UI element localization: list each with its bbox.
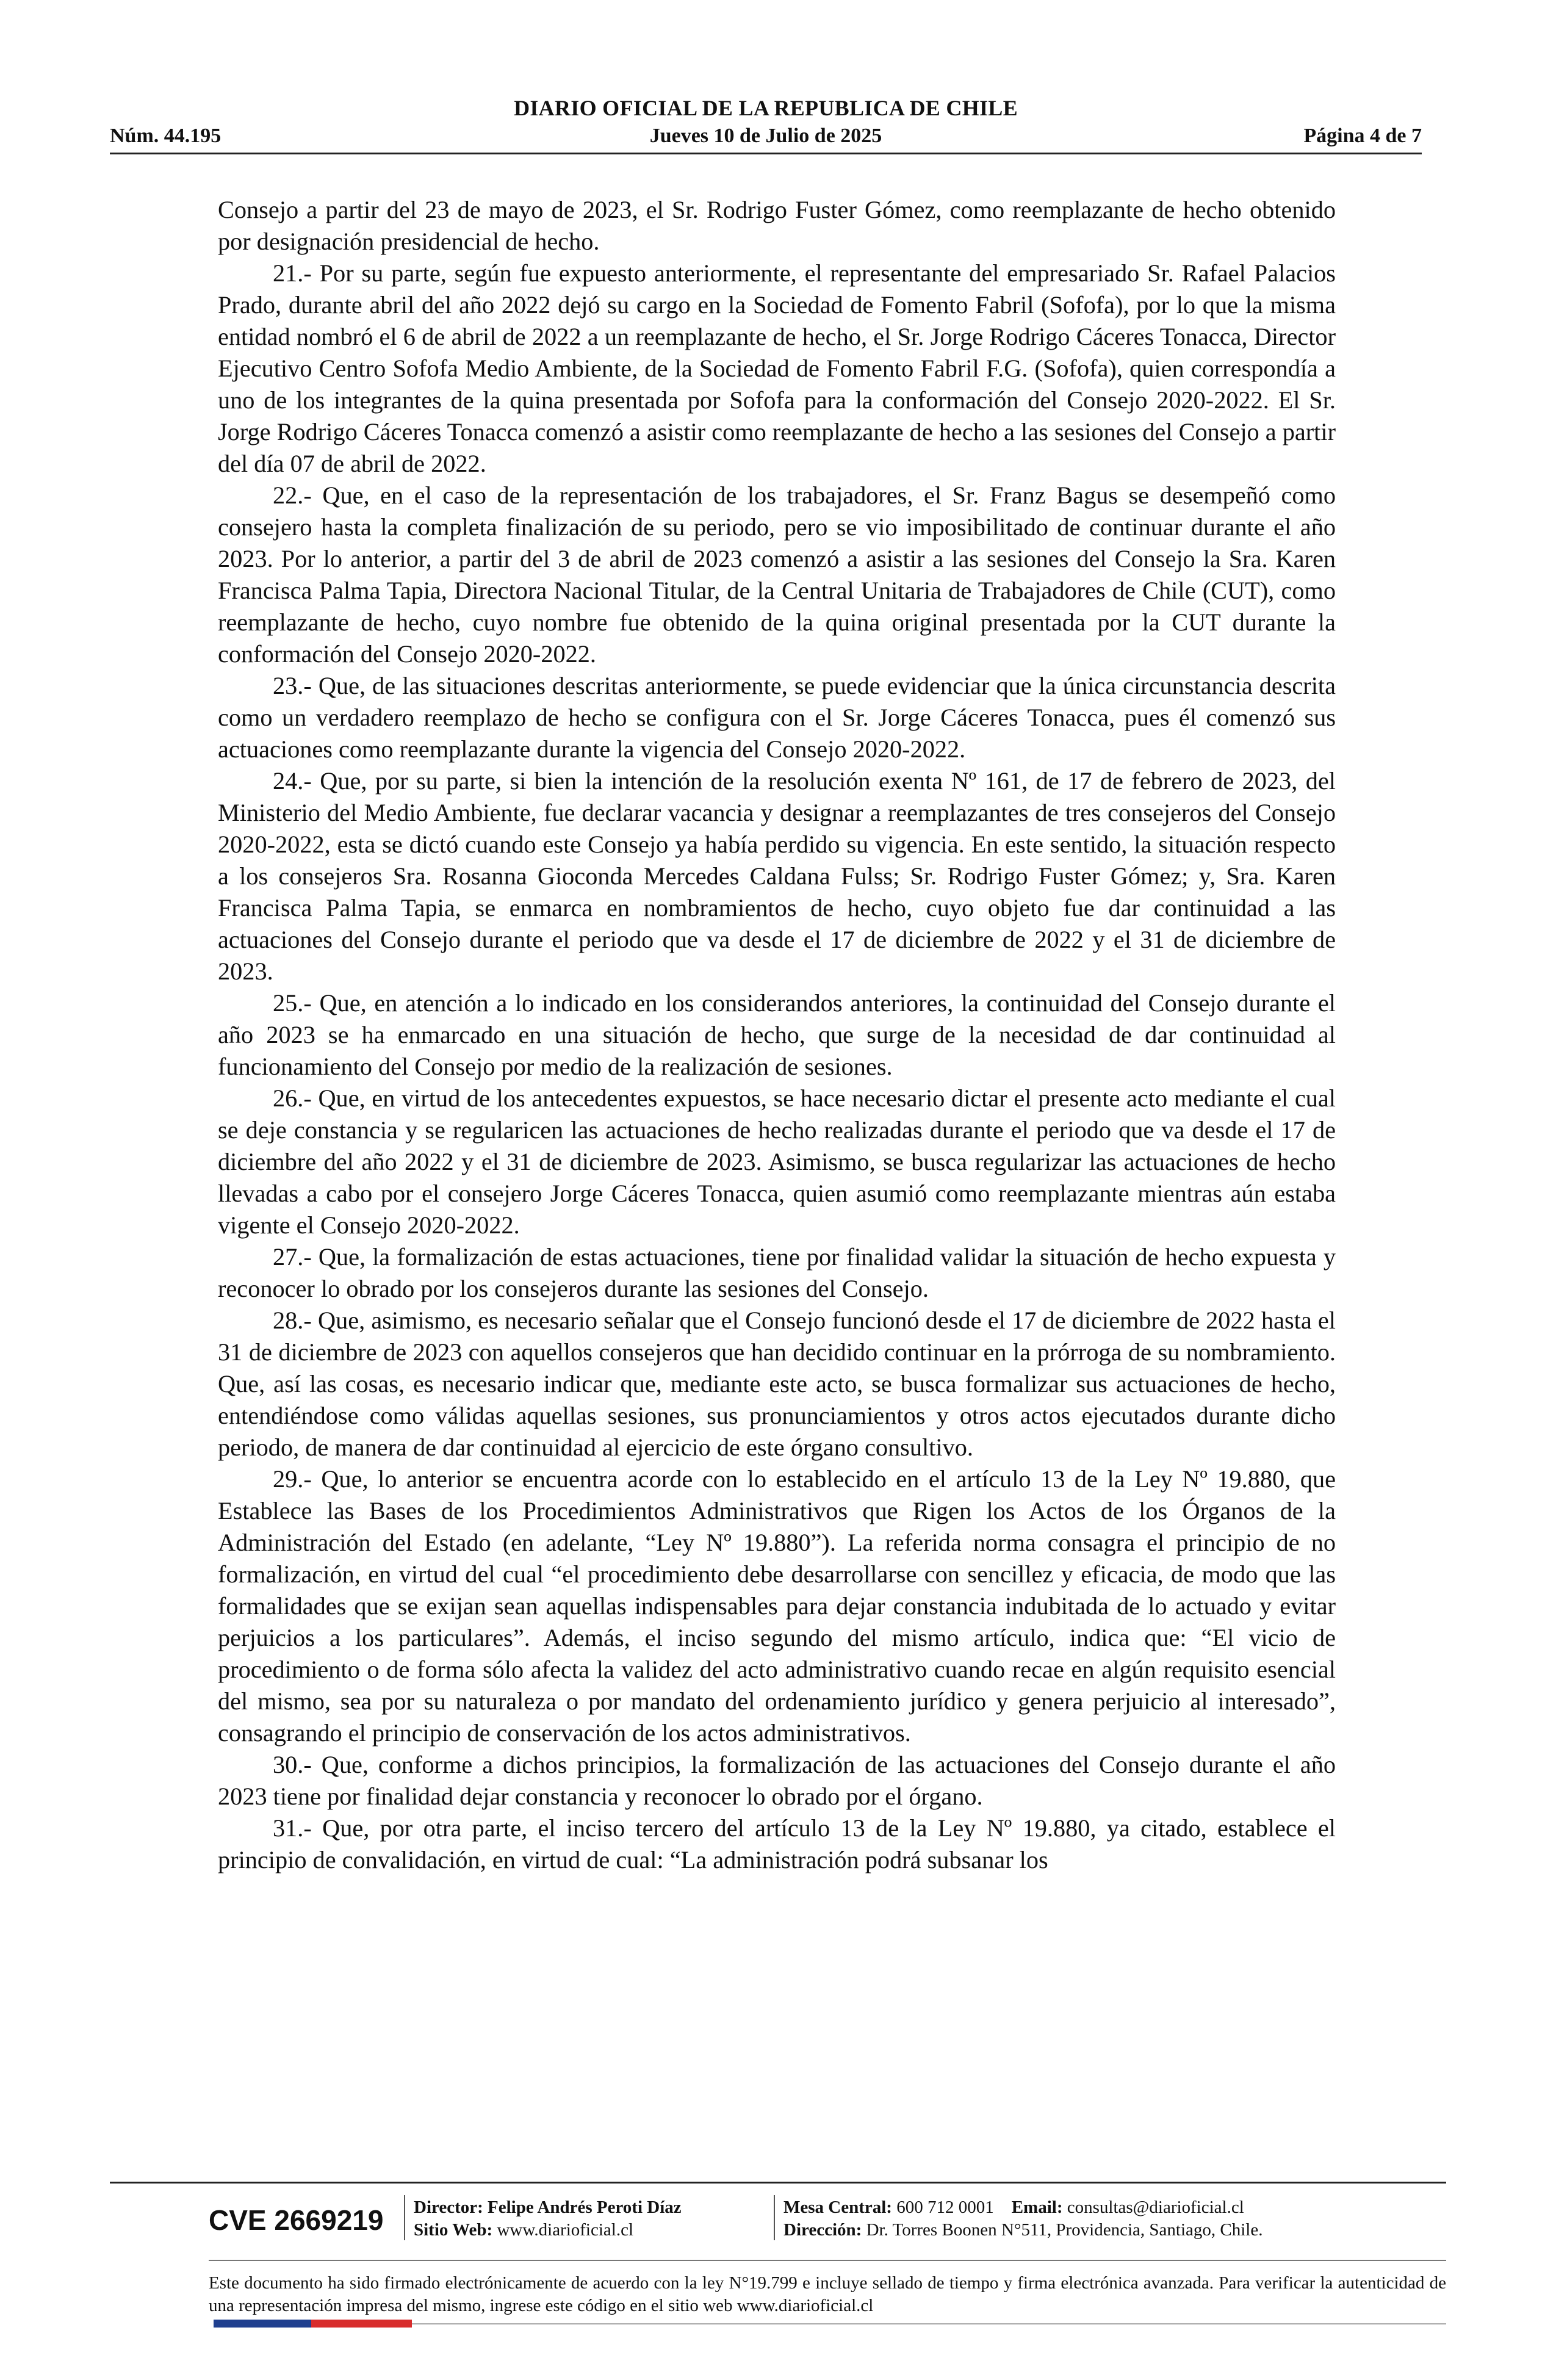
flag-stripe-blue: [214, 2320, 311, 2328]
footer-inner-divider: [209, 2260, 1446, 2261]
email-link[interactable]: consultas@diarioficial.cl: [1067, 2198, 1244, 2217]
paragraph-21: 21.- Por su parte, según fue expuesto anteriormente, el representante del empresariado Sr. Rafael Palacios Prado, durante abril del año 2022 dejó su cargo en la Sociedad de Fomento Fabril (Sofofa), por lo que la misma entidad nombró el 6 de abril de 2022 a un reemplazante de hecho, el Sr. Jorge Rodrigo Cáceres Tonacca, Director Ejecutivo Centro Sofofa Medio Ambiente, de la Sociedad de Fomento Fabril F.G. (Sofofa), quien correspondía a uno de los integrantes de la quina presentada por Sofofa para la conformación del Consejo 2020-2022. El Sr. Jorge Rodrigo Cáceres Tonacca comenzó a asistir como reemplazante de hecho a las sesiones del Consejo a partir del día 07 de abril de 2022.: [218, 259, 1336, 477]
footer-separator: [774, 2195, 775, 2240]
issue-date: Jueves 10 de Julio de 2025: [649, 124, 882, 147]
footer-separator: [404, 2195, 405, 2240]
document-body: [218, 194, 1336, 1876]
contact-block: [783, 2196, 1262, 2241]
address-value: Dr. Torres Boonen N°511, Providencia, Santiago, Chile.: [866, 2220, 1263, 2240]
paragraph-25: 25.- Que, en atención a lo indicado en los considerandos anteriores, la continuidad del Consejo durante el año 2023 se ha enmarcado en una situación de hecho, que surge de la necesidad de dar continuidad al funcionamiento del Consejo por medio de la realización de sesiones.: [218, 989, 1336, 1080]
paragraph-27: 27.- Que, la formalización de estas actuaciones, tiene por finalidad validar la situación de hecho expuesta y reconocer lo obrado por los consejeros durante las sesiones del Consejo.: [218, 1243, 1336, 1302]
flag-stripe-line: [412, 2323, 1446, 2324]
address-label: Dirección:: [783, 2220, 862, 2240]
site-label: Sitio Web:: [414, 2220, 493, 2240]
paragraph-28: 28.- Que, asimismo, es necesario señalar que el Consejo funcionó desde el 17 de diciembre de 2022 hasta el 31 de diciembre de 2023 con aquellos consejeros que han decidido continuar en la prórroga de su nombramiento. Que, así las cosas, es necesario indicar que, mediante este acto, se busca formalizar sus actuaciones de hecho, entendiéndose como válidas aquellas sesiones, sus pronunciamientos y otros actos ejecutados durante dicho periodo, de manera de dar continuidad al ejercicio de este órgano consultivo.: [218, 1307, 1336, 1461]
paragraph-22: 22.- Que, en el caso de la representación de los trabajadores, el Sr. Franz Bagus se desempeñó como consejero hasta la completa finalización de su periodo, pero se vio imposibilitado de continuar durante el año 2023. Por lo anterior, a partir del 3 de abril de 2023 comenzó a asistir a las sesiones del Consejo la Sra. Karen Francisca Palma Tapia, Directora Nacional Titular, de la Central Unitaria de Trabajadores de Chile (CUT), como reemplazante de hecho, cuyo nombre fue obtenido de la quina original presentada por la CUT durante la conformación del Consejo 2020-2022.: [218, 481, 1336, 668]
issue-number: Núm. 44.195: [110, 124, 222, 147]
director-name: Felipe Andrés Peroti Díaz: [488, 2198, 682, 2217]
cve-code: CVE 2669219: [209, 2204, 384, 2236]
header-divider: [110, 153, 1422, 154]
paragraph-26: 26.- Que, en virtud de los antecedentes expuestos, se hace necesario dictar el presente acto mediante el cual se deje constancia y se regularicen las actuaciones de hecho realizadas durante el periodo que va desde el 17 de diciembre del año 2022 y el 31 de diciembre de 2023. Asimismo, se busca regularizar las actuaciones de hecho llevadas a cabo por el consejero Jorge Cáceres Tonacca, quien asumió como reemplazante mientras aún estaba vigente el Consejo 2020-2022.: [218, 1084, 1336, 1239]
site-link[interactable]: www.diarioficial.cl: [497, 2220, 634, 2240]
page-indicator: Página 4 de 7: [1303, 124, 1422, 147]
director-block: [414, 2196, 682, 2241]
footer-divider: [110, 2182, 1446, 2183]
flag-stripe-red: [311, 2320, 412, 2328]
paragraph-23: 23.- Que, de las situaciones descritas anteriormente, se puede evidenciar que la única circunstancia descrita como un verdadero reemplazo de hecho se configura con el Sr. Jorge Cáceres Tonacca, pues él comenzó sus actuaciones como reemplazante durante la vigencia del Consejo 2020-2022.: [218, 672, 1336, 763]
paragraph-30: 30.- Que, conforme a dichos principios, la formalización de las actuaciones del Consejo durante el año 2023 tiene por finalidad dejar constancia y reconocer lo obrado por el órgano.: [218, 1751, 1336, 1810]
paragraph-31: 31.- Que, por otra parte, el inciso tercero del artículo 13 de la Ley Nº 19.880, ya citado, establece el principio de convalidación, en virtud de cual: “La administración podrá subsanar los: [218, 1814, 1336, 1873]
paragraph-continuation: Consejo a partir del 23 de mayo de 2023, el Sr. Rodrigo Fuster Gómez, como reemplazante de hecho obtenido por designación presidencial de hecho.: [218, 196, 1336, 255]
publication-title: DIARIO OFICIAL DE LA REPUBLICA DE CHILE: [514, 96, 1018, 120]
paragraph-29: 29.- Que, lo anterior se encuentra acorde con lo establecido en el artículo 13 de la Ley Nº 19.880, que Establece las Bases de los Procedimientos Administrativos que Rigen los Actos de los Órganos de la Administración del Estado (en adelante, “Ley Nº 19.880”). La referida norma consagra el principio de no formalización, en virtud del cual “el procedimiento debe desarrollarse con sencillez y eficacia, de modo que las formalidades que se exijan sean aquellas indispensables para dejar constancia indubitada de lo actuado y evitar perjuicios a los particulares”. Además, el inciso segundo del mismo artículo, indica que: “El vicio de procedimiento o de forma sólo afecta la validez del acto administrativo cuando recae en algún requisito esencial del mismo, sea por su naturaleza o por mandato del ordenamiento jurídico y genera perjuicio al interesado”, consagrando el principio de conservación de los actos administrativos.: [218, 1465, 1336, 1747]
mesa-phone: 600 712 0001: [896, 2198, 994, 2217]
director-label: Director:: [414, 2198, 483, 2217]
legal-notice: Este documento ha sido firmado electrónicamente de acuerdo con la ley N°19.799 e incluye sellado de tiempo y firma electrónica avanzada. Para verificar la autenticidad de una representación impresa del mismo, ingrese este código en el sitio web www.diarioficial.cl: [209, 2273, 1446, 2315]
email-label: Email:: [1011, 2198, 1063, 2217]
paragraph-24: 24.- Que, por su parte, si bien la intención de la resolución exenta Nº 161, de 17 de febrero de 2023, del Ministerio del Medio Ambiente, fue declarar vacancia y designar a reemplazantes de tres consejeros del Consejo 2020-2022, esta se dictó cuando este Consejo ya había perdido su vigencia. En este sentido, la situación respecto a los consejeros Sra. Rosanna Gioconda Mercedes Caldana Fulss; Sr. Rodrigo Fuster Gómez; y, Sra. Karen Francisca Palma Tapia, se enmarca en nombramientos de hecho, cuyo objeto fue dar continuidad a las actuaciones del Consejo durante el periodo que va desde el 17 de diciembre de 2022 y el 31 de diciembre de 2023.: [218, 767, 1336, 985]
page-header: [110, 92, 1422, 153]
mesa-label: Mesa Central:: [783, 2198, 892, 2217]
